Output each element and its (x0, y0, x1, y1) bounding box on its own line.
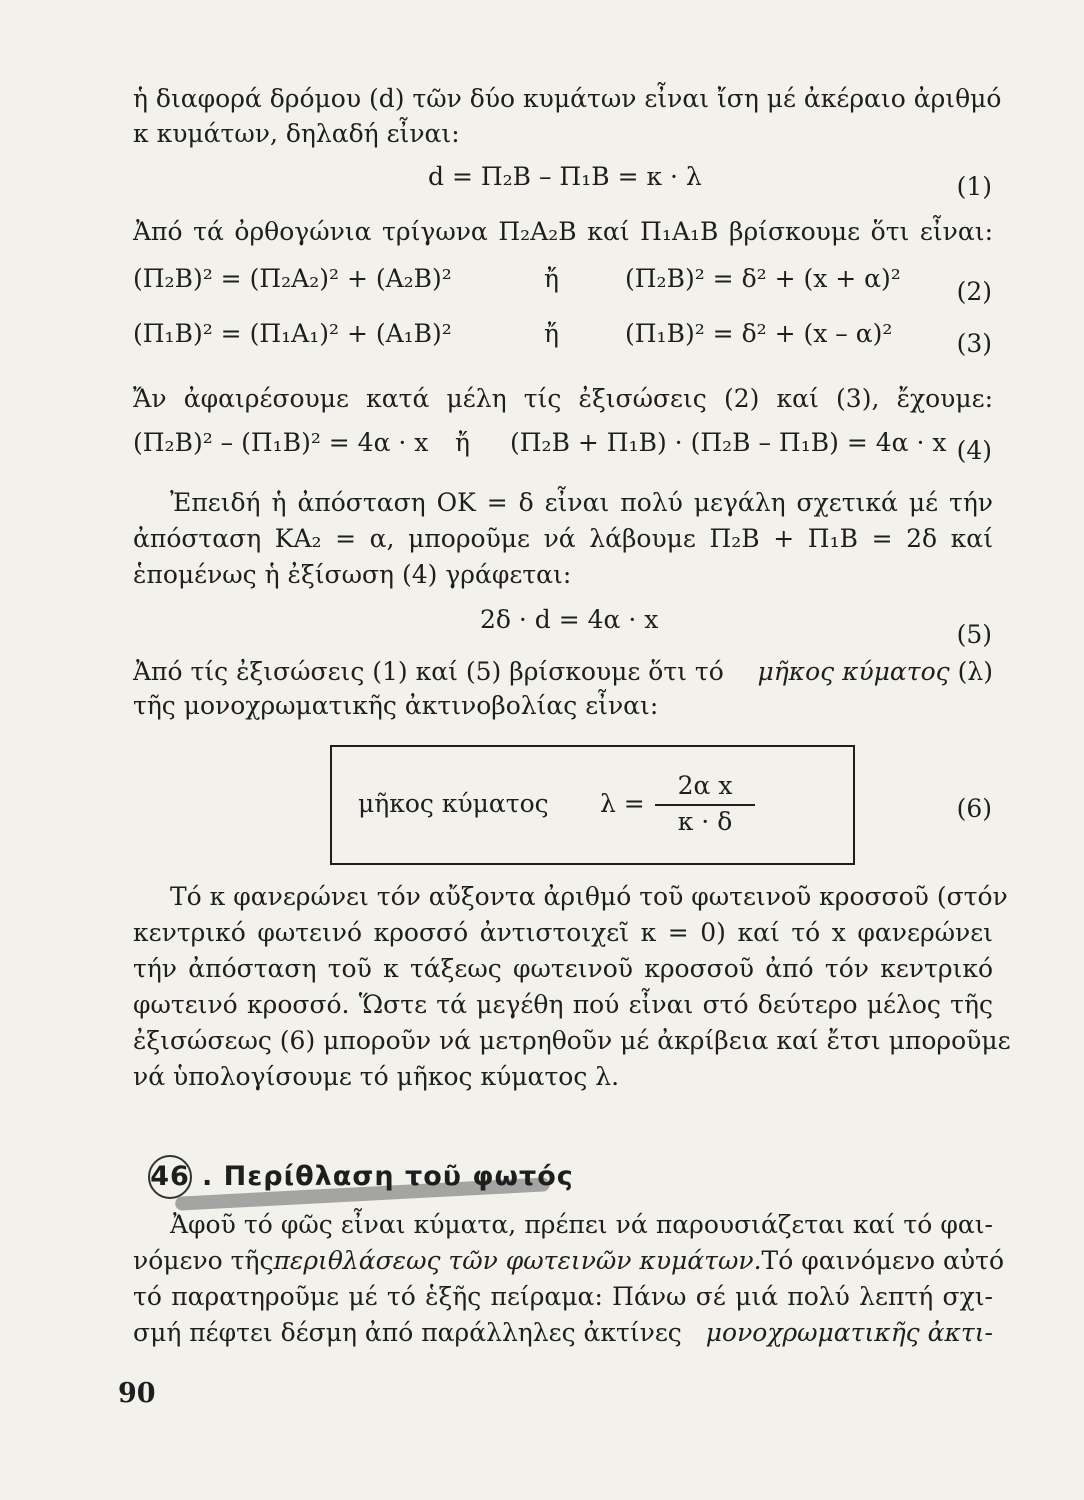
section-heading (148, 1155, 574, 1199)
italic-term: μονοχρωματικῆς ἀκτι- (705, 1318, 993, 1347)
text-line: φωτεινό κροσσό. Ὥστε τά μεγέθη πού εἶναι στό δεύτερο μέλος τῆς (133, 990, 993, 1019)
text-line (133, 655, 993, 689)
text-line: τῆς μονοχρωματικῆς ἀκτινοβολίας εἶναι: (133, 691, 659, 720)
page-number: 90 (118, 1378, 156, 1409)
text-line: νά ὑπολογίσουμε τό μῆκος κύματος λ. (133, 1062, 620, 1091)
text-line (133, 1316, 993, 1350)
equation-5: 2δ · d = 4α · x (480, 605, 659, 634)
text-line: ἀπόσταση ΚΑ₂ = α, μποροῦμε νά λάβουμε Π₂Β + Π₁Β = 2δ καί (133, 524, 993, 553)
equation-3a: (Π₁Β)² = (Π₁Α₁)² + (Α₁Β)² (133, 319, 452, 348)
section-title: . Περίθλαση τοῦ φωτός (202, 1161, 574, 1192)
equation-2b: (Π₂Β)² = δ² + (x + α)² (625, 264, 901, 293)
equation-4a: (Π₂Β)² – (Π₁Β)² = 4α · x (133, 428, 429, 457)
text-line: Ἀπό τά ὀρθογώνια τρίγωνα Π₂Α₂Β καί Π₁Α₁Β βρίσκουμε ὅτι εἶναι: (133, 217, 993, 246)
box-lambda: λ = (600, 789, 645, 818)
text-line (133, 1244, 1004, 1278)
equation-3b: (Π₁Β)² = δ² + (x – α)² (625, 319, 893, 348)
text-line: Ἐπειδή ἡ ἀπόσταση ΟΚ = δ εἶναι πολύ μεγάλη σχετικά μέ τήν (170, 488, 993, 517)
italic-term: μῆκος κύματος (757, 657, 950, 686)
text-line: τό παρατηροῦμε μέ τό ἑξῆς πείραμα: Πάνω σέ μιά πολύ λεπτή σχι- (133, 1282, 993, 1311)
text-span: (λ) (957, 657, 993, 686)
or-word: ἤ (455, 428, 470, 457)
text-line: κ κυμάτων, δηλαδή εἶναι: (133, 119, 460, 148)
text-span: Ἀπό τίς ἐξισώσεις (1) καί (5) βρίσκουμε ὅτι τό (133, 657, 724, 686)
text-span: Τό φαινόμενο αὐτό (761, 1246, 1004, 1275)
text-span: νόμενο τῆς (133, 1246, 274, 1275)
italic-term: περιθλάσεως τῶν φωτεινῶν κυμάτων. (273, 1246, 762, 1275)
section-number: 46 (148, 1155, 192, 1199)
equation-1: d = Π₂B – Π₁B = κ · λ (428, 162, 702, 191)
or-word: ἤ (544, 319, 559, 348)
text-line: ἡ διαφορά δρόμου (d) τῶν δύο κυμάτων εἶναι ἴση μέ ἀκέραιο ἀριθμό (133, 84, 1002, 113)
fraction-denominator: κ · δ (677, 807, 733, 836)
equation-number: (5) (956, 620, 992, 649)
equation-number: (4) (956, 436, 992, 465)
text-line: ἐξισώσεως (6) μποροῦν νά μετρηθοῦν μέ ἀκρίβεια καί ἔτσι μποροῦμε (133, 1026, 1011, 1055)
equation-number: (3) (956, 329, 992, 358)
text-line: τήν ἀπόσταση τοῦ κ τάξεως φωτεινοῦ κροσσοῦ ἀπό τόν κεντρικό (133, 954, 993, 983)
fraction (655, 770, 755, 838)
text-line: Ἄν ἀφαιρέσουμε κατά μέλη τίς ἐξισώσεις (2) καί (3), ἔχουμε: (133, 384, 993, 413)
text-line: Τό κ φανερώνει τόν αὔξοντα ἀριθμό τοῦ φωτεινοῦ κροσσοῦ (στόν (170, 882, 1008, 911)
text-line: Ἀφοῦ τό φῶς εἶναι κύματα, πρέπει νά παρουσιάζεται καί τό φαι- (170, 1210, 993, 1239)
equation-number: (1) (956, 172, 992, 201)
equation-number: (6) (956, 794, 992, 823)
text-line: ἑπομένως ἡ ἐξίσωση (4) γράφεται: (133, 560, 572, 589)
equation-number: (2) (956, 277, 992, 306)
equation-2a: (Π₂Β)² = (Π₂Α₂)² + (Α₂Β)² (133, 264, 452, 293)
fraction-numerator: 2α x (655, 770, 755, 806)
text-line: κεντρικό φωτεινό κροσσό ἀντιστοιχεῖ κ = 0) καί τό x φανερώνει (133, 918, 993, 947)
equation-4b: (Π₂Β + Π₁Β) · (Π₂Β – Π₁Β) = 4α · x (510, 428, 947, 457)
or-word: ἤ (544, 264, 559, 293)
text-span: σμή πέφτει δέσμη ἀπό παράλληλες ἀκτίνες (133, 1318, 682, 1347)
box-label: μῆκος κύματος (358, 789, 549, 818)
